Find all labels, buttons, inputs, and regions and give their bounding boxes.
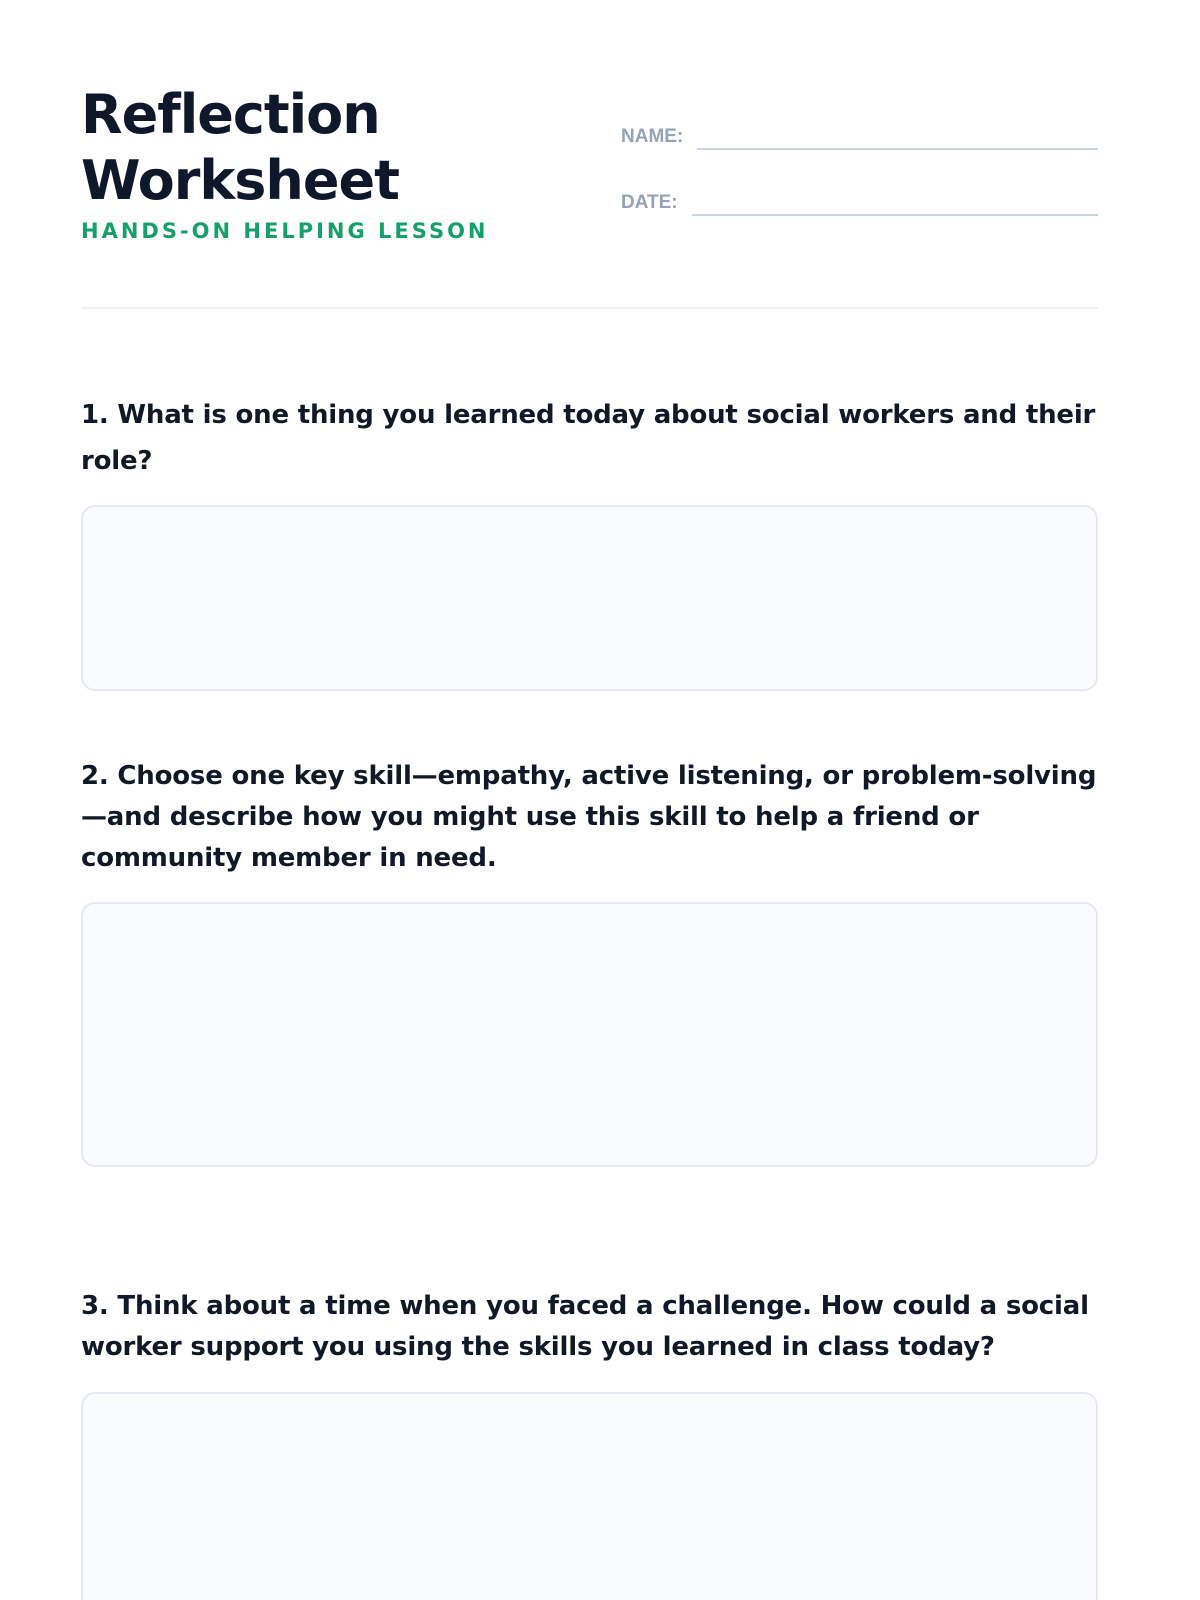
answer-box-2[interactable] [81,902,1098,1167]
page-subtitle: HANDS-ON HELPING LESSON [81,219,489,243]
question-2-text: 2. Choose one key skill—empathy, active listening, or problem-solving—and describe how you might use this skill to help a friend or community member in need. [81,761,1097,873]
page-title: Reflection Worksheet [81,83,399,212]
date-field[interactable] [621,190,1098,216]
worksheet-header [81,78,1098,308]
answer-box-1[interactable] [81,505,1098,691]
question-1 [81,392,1098,484]
name-label: NAME: [621,126,684,147]
question-1-text: 1. What is one thing you learned today about social workers and their role? [81,400,1096,476]
name-field[interactable] [621,124,1098,150]
question-2 [81,756,1098,879]
question-3 [81,1286,1098,1368]
name-line[interactable] [697,124,1098,150]
date-label: DATE: [621,192,678,213]
question-3-text: 3. Think about a time when you faced a challenge. How could a social worker support you using the skills you learned in class today? [81,1291,1089,1362]
date-line[interactable] [692,190,1098,216]
header-divider [81,307,1098,309]
answer-box-3[interactable] [81,1392,1098,1600]
